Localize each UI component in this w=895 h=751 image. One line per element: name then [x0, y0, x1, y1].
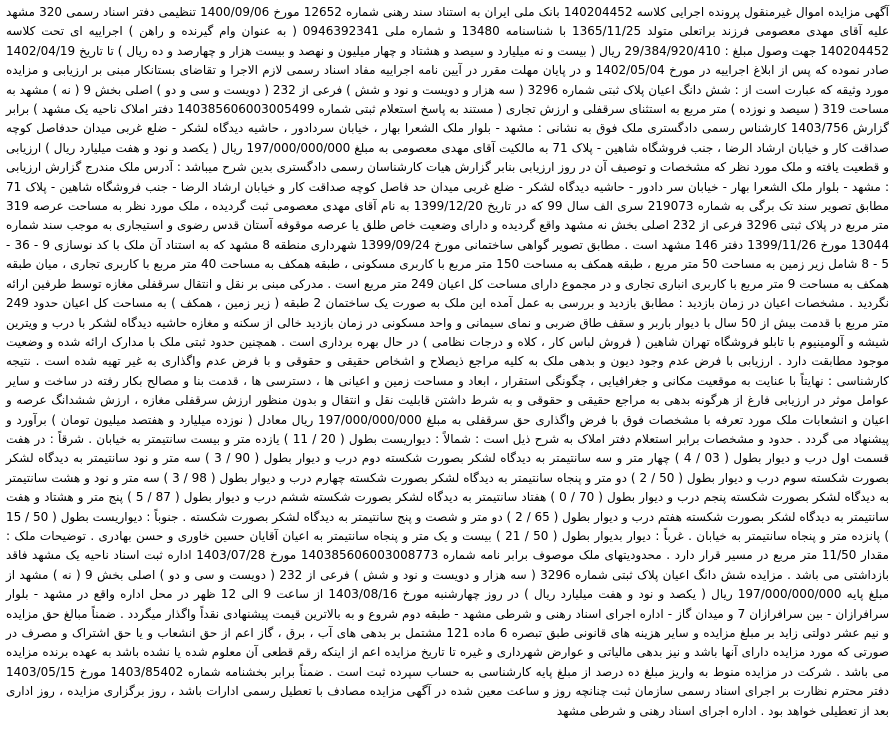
auction-notice-text: آگهی مزایده اموال غیرمنقول پرونده اجرایی کلاسه 140204452 بانک ملی ایران به استناد سند رهنی شماره 12652 مورخ 1400/09/06 تنظیمی دفتر اسناد رسمی 320 مشهد علیه آقای مهدی معصومی فرزند براتعلی متولد 1365/11/25 با شناسنامه 13480 و شماره ملی 0946392341 ( به عنوان وام گیرنده و راهن ) اجراییه ای تحت کلاسه 140204452 جهت وصول مبلغ : 29/384/920/410 ریال ( بیست و نه میلیارد و سیصد و هشتاد و چهار میلیون و نهصد و بیست هزار و چهارصد و ده ریال ) تا تاریخ 1402/04/19 صادر نموده که پس از ابلاغ اجراییه در مورخ 1402/05/04 و در پایان مهلت مقرر در آیین نامه اجراییه مفاد اسناد رسمی لازم الاجرا و تقاضای بستانکار مبنی بر ارزیابی و مزایده مورد وثیقه که عبارت است از : شش دانگ اعیان پلاک ثبتی شماره 3296 ( سه هزار و دویست و نود و شش ) فرعی از 232 ( دویست و سی و دو ) اصلی بخش 9 ( نه ) مشهد به مساحت 319 ( سیصد و نوزده ) متر مربع به استثنای سرقفلی و ارزش تجاری ( مستند به پاسخ استعلام ثبتی شماره 140385606003005499 دفتر املاک ناحیه یک مشهد ) برابر گزارش 1403/756 کارشناس رسمی دادگستری ملک فوق به نشانی : مشهد - بلوار ملک الشعرا بهار ، خیابان سردادور ، حاشیه دیدگاه لشکر - ضلع غربی میدان حدفاصل کوچه صداقت کار و خیابان ارشاد الرضا ، جنب فروشگاه شاهین - پلاک 71 به مالکیت آقای مهدی معصومی به مبلغ 197/000/000/000 ریال ( یکصد و نود و هفت میلیارد ریال ) ارزیابی و قطعیت یافته و ملک مورد نظر که مشخصات و توصیف آن در روز ارزیابی بنابر گزارش هیات کارشناسان رسمی دادگستری بدین شرح میباشد : آدرس ملک مندرج گزارش ارزیابی : مشهد - بلوار ملک الشعرا بهار - خیابان سر دادور - حاشیه دیدگاه لشکر - ضلع غربی میدان حد فاصل کوچه صداقت کار و خیابان ارشاد الرضا - جنب فروشگاه شاهین - پلاک 71 مطابق تصویر سند تک برگی به شماره 219073 سری الف سال 99 که در تاریخ 1399/12/20 به نام آقای مهدی معصومی ثبت گردیده ، ملک مورد نظر به مساحت عرصه 319 متر مربع در پلاک ثبتی 3296 فرعی از 232 اصلی بخش نه مشهد واقع گردیده و دارای وضعیت خاص طلق یا عرصه موقوفه آستان قدس رضوی و استیجاری به موجب سند شماره 13044 مورخ 1399/11/26 دفتر 146 مشهد است . مطابق تصویر گواهی ساختمانی مورخ 1399/09/24 شهرداری منطقه 8 مشهد که به استناد آن ملک با کد نوسازی 9 - 36 - 5 - 8 شامل زیر زمین به مساحت 50 متر مربع ، طبقه همکف به مساحت 150 متر مربع با کاربری مسکونی ، طبقه همکف به مساحت 40 متر مربع با کاربری تجاری ، میان طبقه همکف به مساحت 9 متر مربع با کاربری انباری تجاری و در مجموع دارای مساحت کل اعیان 249 متر مربع است . مدرکی مبنی بر نقل و انتقال سرقفلی مغازه توسط طرفین ارائه نگردید . مشخصات اعیان در زمان بازدید : مطابق بازدید و بررسی به عمل آمده این ملک به صورت یک ساختمان 2 طبقه ( زیر زمین ، همکف ) به مساحت کل اعیان حدود 249 متر مربع با قدمت بیش از 50 سال با دیوار باربر و سقف طاق ضربی و نمای سیمانی و واحد مسکونی در زمان بازدید خالی از سکنه و مغازه حاشیه دیدگاه لشکر با درب و ویترین شیشه و آلومینیوم با تابلو فروشگاه تهران شاهین ( فروش لباس کار ، کلاه و درجات نظامی ) در حال بهره برداری است . همچنین حدود ثبتی ملک با مدارک ارائه شده و وضعیت موجود مطابقت دارد . ارزیابی با فرض عدم وجود دیون و بدهی ملک به کلیه مراجع ذیصلاح و اشخاص حقیقی و حقوقی و با فرض عدم واگذاری به غیر تهیه شده است . نتیجه کارشناسی : نهایتاً با عنایت به موقعیت مکانی و جغرافیایی ، چگونگی استقرار ، ابعاد و مساحت زمین و اعیانی ها ، دسترسی ها ، قدمت بنا و مصالح بکار رفته در ساخت و سایر عوامل موثر در ارزیابی فارغ از هرگونه بدهی به مراجع حقیقی و حقوقی و به شرط داشتن قابلیت نقل و انتقال و بدون منظور ارزش سرقفلی مغازه ، ارزش ششدانگ عرصه و اعیان و انشعابات ملک مورد تعرفه با مشخصات فوق با فرض واگذاری حق سرقفلی به مبلغ 197/000/000/000 ریال معادل ( نوزده میلیارد و هفتصد میلیون تومان ) برآورد و پیشنهاد می گردد . حدود و مشخصات برابر استعلام دفتر املاک به شرح ذیل است : شمالاً : دیواریست بطول ( 20 / 11 ) یازده متر و بیست سانتیمتر به خیابان . شرقاً : در هفت قسمت اول درب و دیوار بطول ( 03 / 4 ) چهار متر و سه سانتیمتر به دیدگاه لشکر بصورت شکسته دوم درب و دیوار بطول ( 90 / 3 ) سه متر و نود سانتیمتر به دیدگاه لشکر بصورت شکسته سوم درب و دیوار بطول ( 50 / 2 ) دو متر و پنجاه سانتیمتر به دیدگاه لشکر بصورت شکسته چهارم درب و دیوار بطول ( 98 / 3 ) سه متر و نود و هشت سانتیمتر به دیدگاه لشکر بصورت شکسته پنجم درب و دیوار بطول ( 70 / 0 ) هفتاد سانتیمتر به دیدگاه لشکر بصورت شکسته ششم درب و دیوار بطول ( 87 / 5 ) پنج متر و هشتاد و هفت سانتیمتر به دیدگاه لشکر بصورت شکسته هفتم درب و دیوار بطول ( 65 / 2 ) دو متر و شصت و پنج سانتیمتر به دیدگاه لشکر بصورت شکسته . جنوباً : دیواریست بطول ( 50 / 15 ) پانزده متر و پنجاه سانتیمتر به خیابان . غرباً : دیوار بدیوار بطول ( 50 / 21 ) بیست و یک متر و پنجاه سانتیمتر به اعیان آقایان حسین خاوری و حسن بهادری . توضیحات ملک : مقدار 11/50 متر مربع در مسیر قرار دارد . محدودیتهای ملک موصوف برابر نامه شماره 140385606003008773 مورخ 1403/07/28 اداره ثبت اسناد ناحیه یک مشهد فاقد بازداشتی می باشد . مزایده شش دانگ اعیان پلاک ثبتی شماره 3296 ( سه هزار و دویست و نود و شش ) فرعی از 232 ( دویست و سی و دو ) اصلی بخش 9 ( نه ) مشهد از مبلغ پایه 197/000/000/000 ریال ( یکصد و نود و هفت میلیارد ریال ) در روز چهارشنبه مورخ 1403/08/16 از ساعت 9 الی 12 ظهر در محل اداره واقع در مشهد - بلوار سرافرازان - بین سرافرازان 7 و میدان گاز - اداره اجرای اسناد رهنی و شرطی مشهد - طبقه دوم شروع و به بالاترین قیمت پیشنهادی نقداً واگذار میگردد . ضمناً مبالغ حق مزایده و نیم عشر دولتی زاید بر مبلغ مزایده و سایر هزینه های قانونی طبق تبصره 6 ماده 121 مشتمل بر بدهی های آب ، برق ، گاز اعم از حق انشعاب و یا حق اشتراک و مصرف در صورتی که مورد مزایده دارای آنها باشد و نیز بدهی مالیاتی و عوارض شهرداری و غیره تا تاریخ مزایده اعم از اینکه رقم قطعی آن معلوم شده یا نشده باشد به عهده برنده مزایده می باشد . شرکت در مزایده منوط به واریز مبلغ ده درصد از مبلغ پایه کارشناسی به حساب سپرده ثبت است . ضمناً برابر بخشنامه شماره 1403/85402 مورخ 1403/05/15 دفتر محترم نظارت بر اجرای اسناد رسمی سازمان ثبت چنانچه روز و ساعت معین شده در آگهی مزایده مصادف با تعطیل رسمی ادارات باشد ، روز برگزاری مزایده ، روز اداری بعد از تعطیلی خواهد بود . اداره اجرای اسناد رهنی و شرطی مشهد: [6, 5, 890, 718]
